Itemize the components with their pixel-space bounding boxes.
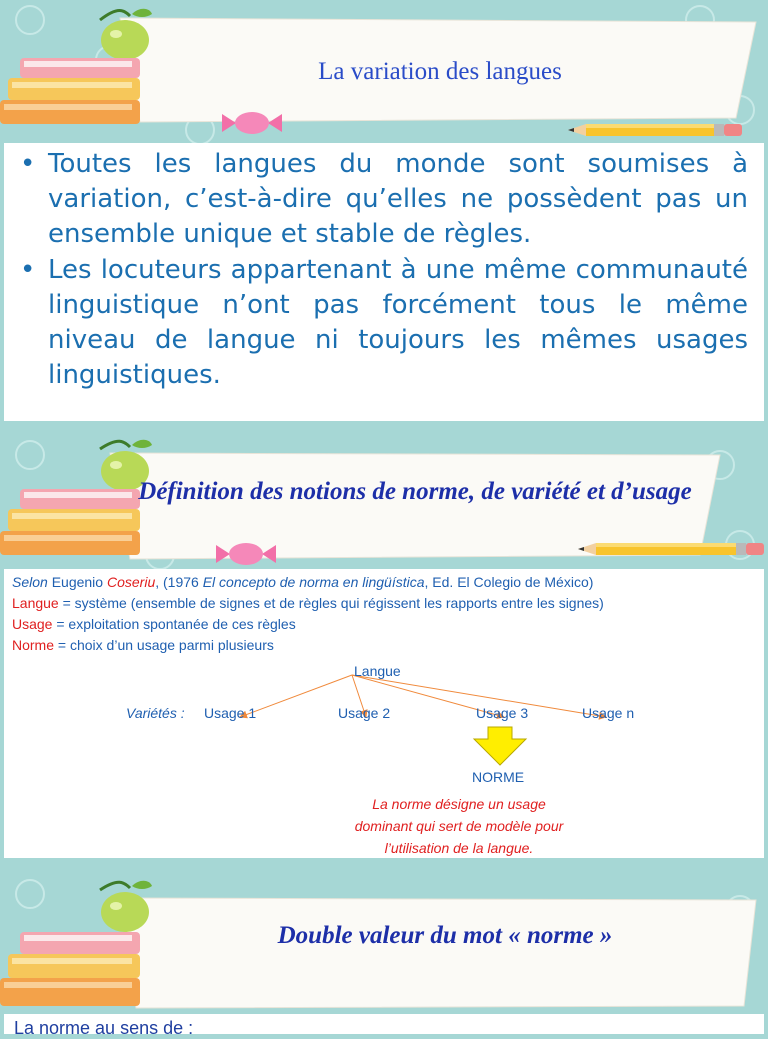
source-author-first: Eugenio: [47, 574, 107, 590]
slide-title: Définition des notions de norme, de variété et d’usage: [138, 478, 692, 505]
norme-desc-line: l’utilisation de la langue.: [384, 840, 534, 856]
slide-banner: [0, 870, 768, 1016]
definition-text: = choix d’un usage parmi plusieurs: [54, 637, 274, 653]
big-down-arrow: [474, 727, 526, 765]
books-apple-icon: [0, 870, 160, 1016]
source-author-last: Coseriu: [106, 574, 156, 590]
pencil-icon: [578, 535, 768, 565]
slide-variation-des-langues: [0, 0, 768, 425]
definition-text: = système (ensemble de signes et de règles qui régissent les rapports entre les signes): [58, 595, 604, 611]
usage-node: Usage n: [582, 705, 635, 721]
norme-desc-line: dominant qui sert de modèle pour: [354, 818, 564, 834]
definition-term: Norme: [12, 637, 55, 653]
slide-definitions: [0, 435, 768, 860]
pencil-icon: [568, 116, 748, 146]
norme-label: NORME: [472, 769, 525, 785]
slide-banner: [0, 0, 768, 140]
candy-icon: [222, 108, 282, 138]
slide-content: [4, 569, 764, 858]
bullet-item: • Toutes les langues du monde sont soumises à variation, c’est-à-dire qu’elles ne possèdent pas un ensemble unique et stable de règles.: [18, 147, 748, 252]
candy-icon: [216, 539, 276, 569]
arrow-to-usage-1: [240, 675, 352, 717]
bullet-item: • Les locuteurs appartenant à une même communauté linguistique n’ont pas forcément tous le même niveau de langue ni toujours les mêmes usages linguistiques.: [18, 253, 748, 393]
slide-content: [4, 143, 764, 421]
definition-term: Usage: [12, 616, 53, 632]
bullet-list: [18, 147, 748, 394]
norme-desc-line: La norme désigne un usage: [372, 796, 546, 812]
varietes-label: Variétés :: [126, 705, 185, 721]
definition-text: = exploitation spontanée de ces règles: [52, 616, 296, 632]
slide-title: Double valeur du mot « norme »: [277, 922, 613, 949]
slide-double-valeur: [0, 870, 768, 1038]
usage-node: Usage 1: [204, 705, 257, 721]
books-apple-icon: [0, 0, 160, 140]
usage-node: Usage 2: [338, 705, 391, 721]
source-pre: , (1976: [155, 574, 203, 590]
usage-node: Usage 3: [476, 705, 529, 721]
diagram-arrows: [240, 675, 606, 717]
source-selon: Selon: [12, 574, 48, 590]
norme-description: [334, 793, 584, 859]
diagram-root-langue: Langue: [354, 663, 401, 679]
partial-paragraph: La norme au sens de :: [14, 1018, 194, 1038]
definition-term: Langue: [12, 595, 59, 611]
slide-title: La variation des langues: [318, 58, 562, 85]
source-post: , Ed. El Colegio de México): [424, 574, 594, 590]
slide-banner: [0, 435, 768, 567]
source-book: El concepto de norma en lingüística: [202, 574, 425, 590]
